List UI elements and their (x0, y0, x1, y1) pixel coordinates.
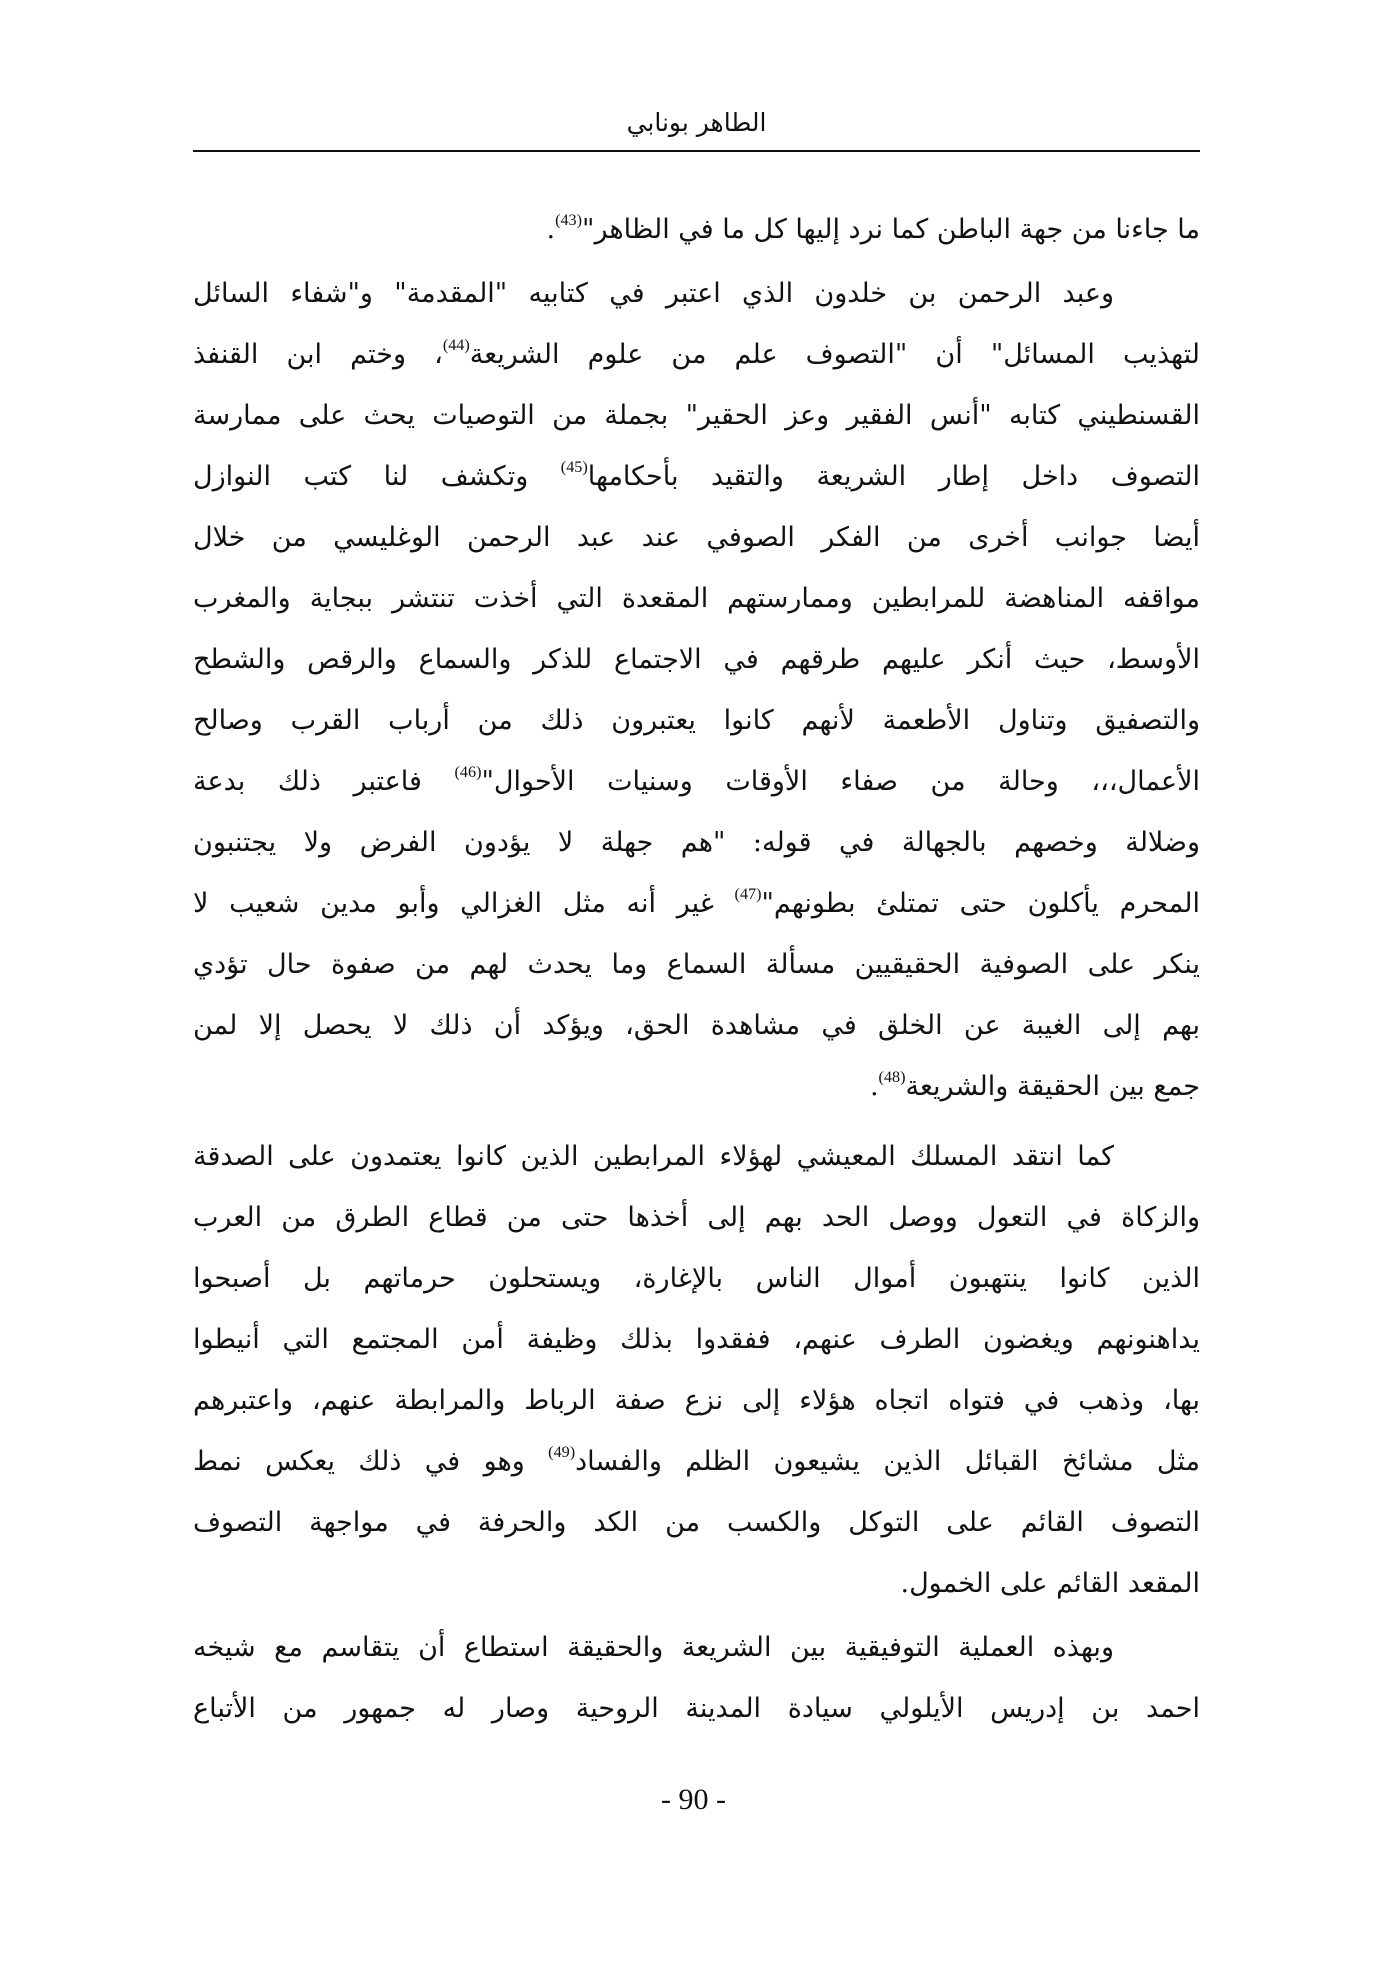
header-rule (193, 150, 1200, 152)
text-line: الأوسط، حيث أنكر عليهم طرقهم في الاجتماع للذكر والسماع والرقص والشطح (193, 644, 1200, 675)
text-line: المقعد القائم على الخمول. (900, 1568, 1200, 1599)
text-line: والزكاة في التعول ووصل الحد بهم إلى أخذها حتى من قطاع الطرق من العرب (193, 1202, 1200, 1233)
footnote-reference: (43) (555, 211, 583, 230)
text-line: بهم إلى الغيبة عن الخلق في مشاهدة الحق، ويؤكد أن ذلك لا يحصل إلا لمن (193, 1010, 1200, 1041)
text-line: يداهنونهم ويغضون الطرف عنهم، ففقدوا بذلك وظيفة أمن المجتمع التي أنيطوا (193, 1324, 1200, 1355)
text-line: كما انتقد المسلك المعيشي لهؤلاء المرابطين الذين كانوا يعتمدون على الصدقة (193, 1141, 1114, 1172)
running-head: الطاهر بونابي (626, 108, 767, 137)
paragraph (193, 1126, 1200, 1614)
text-line: بها، وذهب في فتواه اتجاه هؤلاء إلى نزع صفة الرباط والمرابطة عنهم، واعتبرهم (193, 1385, 1200, 1416)
text-line: التصوف داخل إطار الشريعة والتقيد بأحكامها$^{(45)}$ وتكشف لنا كتب النوازل (193, 458, 1200, 492)
footnote-reference: (45) (560, 458, 588, 477)
paragraph (193, 199, 1200, 260)
text-line: وضلالة وخصهم بالجهالة في قوله: "هم جهلة لا يؤدون الفرض ولا يجتنبون (193, 827, 1200, 858)
text-line: لتهذيب المسائل" أن "التصوف علم من علوم الشريعة$^{(44)}$، وختم ابن القنفذ (193, 336, 1201, 370)
text-line: مواقفه المناهضة للمرابطين وممارستهم المقعدة التي أخذت تنتشر ببجاية والمغرب (193, 583, 1200, 614)
text-line: ينكر على الصوفية الحقيقيين مسألة السماع وما يحدث لهم من صفوة حال تؤدي (193, 949, 1200, 980)
text-line: احمد بن إدريس الأيلولي سيادة المدينة الروحية وصار له جمهور من الأتباع (193, 1693, 1200, 1724)
footnote-reference: (46) (454, 763, 482, 782)
paragraph (193, 263, 1200, 1117)
text-line: وعبد الرحمن بن خلدون الذي اعتبر في كتابيه "المقدمة" و"شفاء السائل (193, 278, 1114, 309)
text-line: القسنطيني كتابه "أنس الفقير وعز الحقير" بجملة من التوصيات يحث على ممارسة (193, 400, 1200, 431)
text-line: ما جاءنا من جهة الباطن كما نرد إليها كل ما في الظاهر"$^{(43)}$. (546, 211, 1200, 245)
footnote-reference: (49) (548, 1443, 576, 1462)
footnote-reference: (47) (734, 885, 762, 904)
page-number: - 90 - (661, 1783, 726, 1816)
text-line: مثل مشائخ القبائل الذين يشيعون الظلم والفساد$^{(49)}$ وهو في ذلك يعكس نمط (193, 1443, 1200, 1477)
text-line: الأعمال،،، وحالة من صفاء الأوقات وسنيات الأحوال"$^{(46)}$ فاعتبر ذلك بدعة (193, 763, 1200, 797)
text-line: جمع بين الحقيقة والشريعة$^{(48)}$. (869, 1068, 1200, 1102)
footnote-reference: (48) (878, 1068, 906, 1087)
text-line: أيضا جوانب أخرى من الفكر الصوفي عند عبد الرحمن الوغليسي من خلال (193, 522, 1200, 553)
text-line: التصوف القائم على التوكل والكسب من الكد والحرفة في مواجهة التصوف (193, 1507, 1200, 1538)
text-line: وبهذه العملية التوفيقية بين الشريعة والحقيقة استطاع أن يتقاسم مع شيخه (193, 1632, 1114, 1663)
text-line: المحرم يأكلون حتى تمتلئ بطونهم"$^{(47)}$ غير أنه مثل الغزالي وأبو مدين شعيب لا (193, 885, 1200, 919)
footnote-reference: (44) (442, 336, 470, 355)
text-line: والتصفيق وتناول الأطعمة لأنهم كانوا يعتبرون ذلك من أرباب القرب وصالح (193, 705, 1200, 736)
text-line: الذين كانوا ينتهبون أموال الناس بالإغارة، ويستحلون حرماتهم بل أصبحوا (193, 1263, 1200, 1294)
paragraph (193, 1617, 1200, 1739)
body-text (193, 199, 1200, 1739)
